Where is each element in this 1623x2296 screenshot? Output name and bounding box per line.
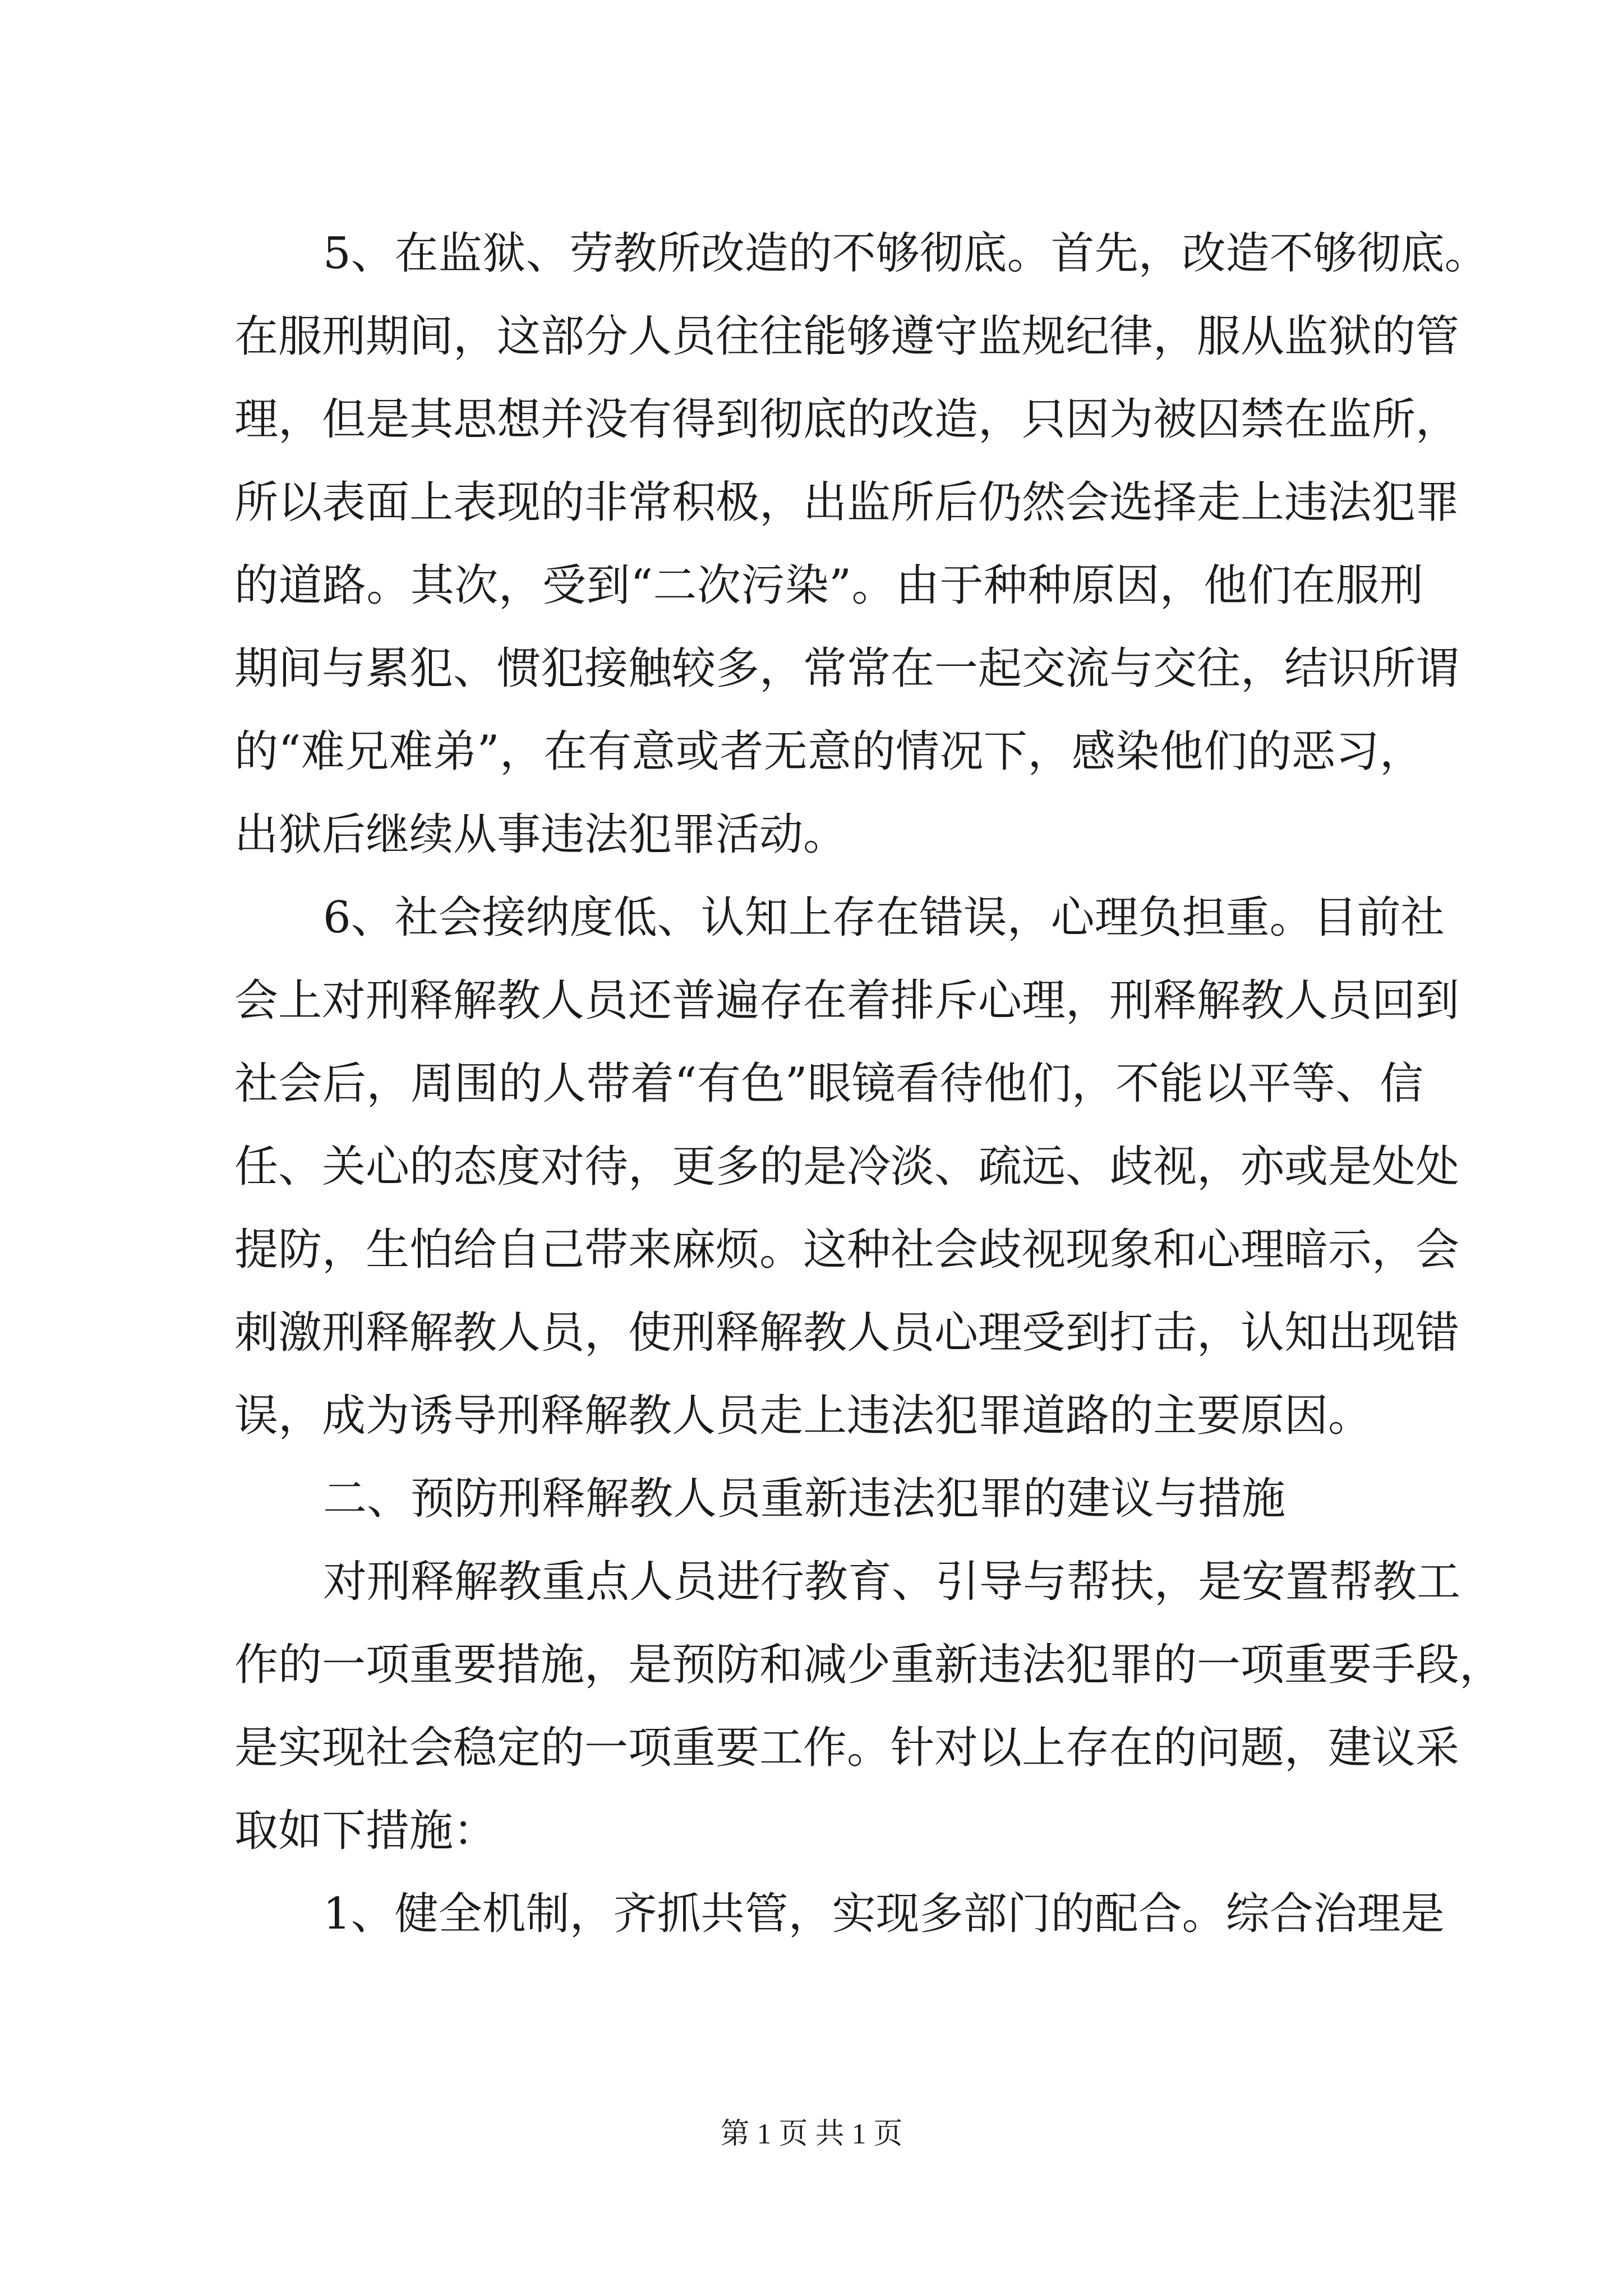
text-line: 提防，生怕给自己带来麻烦。这种社会歧视现象和心理暗示，会 [234, 1225, 1460, 1275]
text-line: 取如下措施： [234, 1806, 497, 1856]
text-line: 出狱后继续从事违法犯罪活动。 [234, 809, 847, 860]
text-line: 误，成为诱导刑释解教人员走上违法犯罪道路的主要原因。 [234, 1391, 1372, 1441]
text-line: 期间与累犯、惯犯接触较多，常常在一起交流与交往，结识所谓 [234, 643, 1460, 694]
document-body [234, 212, 1504, 1955]
text-line: 在服刑期间，这部分人员往往能够遵守监规纪律，服从监狱的管 [234, 311, 1460, 362]
text-line: 刺激刑释解教人员，使刑释解教人员心理受到打击，认知出现错 [234, 1308, 1460, 1358]
text-line: 任、关心的态度对待，更多的是冷淡、疏远、歧视，亦或是处处 [234, 1142, 1460, 1192]
page-footer: 第 1 页 共 1 页 [720, 2118, 903, 2150]
text-line: 5、在监狱、劳教所改造的不够彻底。首先，改造不够彻底。 [323, 228, 1488, 279]
text-line: 的道路。其次，受到“二次污染”。由于种种原因，他们在服刑 [234, 560, 1423, 611]
text-line: 作的一项重要措施，是预防和减少重新违法犯罪的一项重要手段， [234, 1640, 1504, 1690]
text-line: 社会后，周围的人带着“有色”眼镜看待他们，不能以平等、信 [234, 1059, 1423, 1109]
text-line: 所以表面上表现的非常积极，出监所后仍然会选择走上违法犯罪 [234, 477, 1460, 528]
text-line: 理，但是其思想并没有得到彻底的改造，只因为被囚禁在监所， [234, 394, 1460, 445]
text-line: 是实现社会稳定的一项重要工作。针对以上存在的问题，建议采 [234, 1723, 1460, 1773]
text-line: 会上对刑释解教人员还普遍存在着排斥心理，刑释解教人员回到 [234, 976, 1460, 1026]
text-line: 的“难兄难弟”，在有意或者无意的情况下，感染他们的恶习， [234, 726, 1423, 777]
text-line: 二、预防刑释解教人员重新违法犯罪的建议与措施 [323, 1474, 1286, 1524]
text-line: 对刑释解教重点人员进行教育、引导与帮扶，是安置帮教工 [323, 1557, 1461, 1607]
text-line: 6、社会接纳度低、认知上存在错误，心理负担重。目前社 [323, 892, 1445, 943]
text-line: 1、健全机制，齐抓共管，实现多部门的配合。综合治理是 [323, 1889, 1445, 1939]
